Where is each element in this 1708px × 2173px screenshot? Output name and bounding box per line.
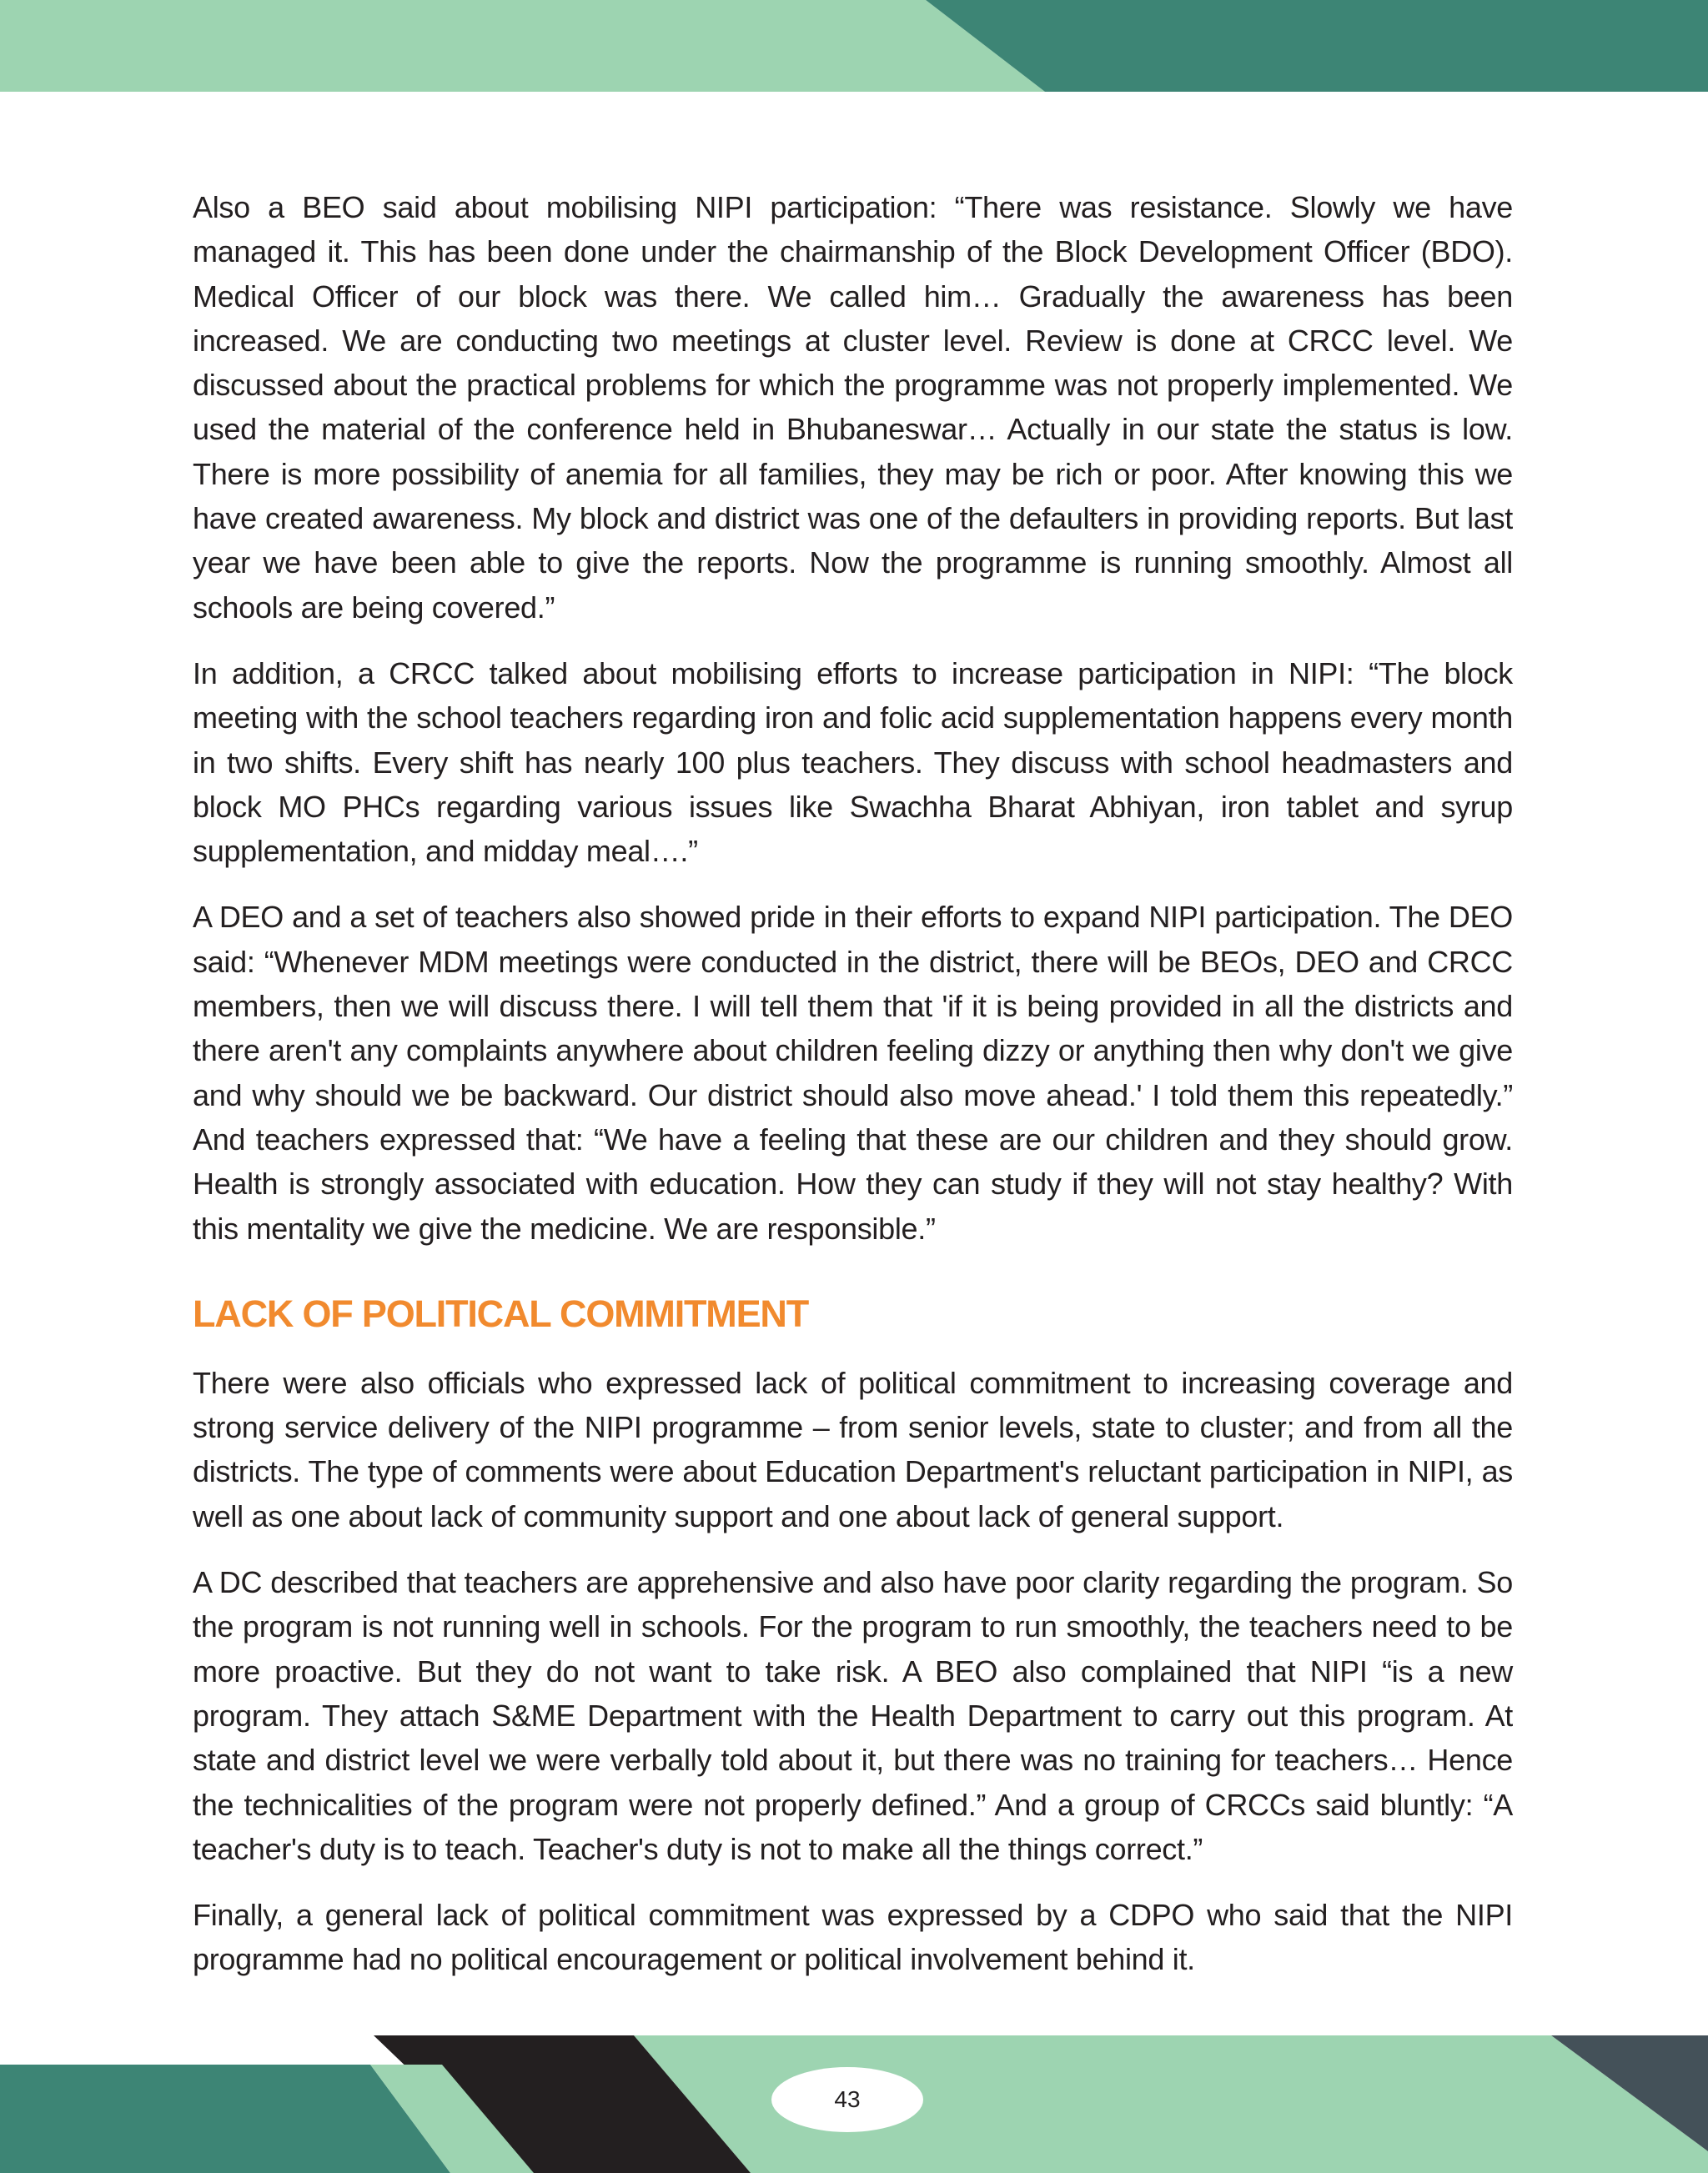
paragraph-beo-mobilising: Also a BEO said about mobilising NIPI participation: “There was resistance. Slowly we have managed it. This has been done under the chairmanship of the Block Development Officer (BDO). Medical Officer of our block was there. We called him… Gradually the awareness has been increased. We are conducting two meetings at cluster level. Review is done at CRCC level. We discussed about the practical problems for which the programme was not properly implemented. We used the material of the conference held in Bhubaneswar… Actually in our state the status is low. There is more possibility of anemia for all families, they may be rich or poor. After knowing this we have created awareness. My block and district was one of the defaulters in providing reports. But last year we have been able to give the reports. Now the programme is running smoothly. Almost all schools are being covered.” <box>193 190 1513 625</box>
paragraph-cdpo: Finally, a general lack of political commitment was expressed by a CDPO who said that the NIPI programme had no political encouragement or political involvement behind it. <box>193 1898 1513 1977</box>
paragraph-officials-commitment: There were also officials who expressed lack of political commitment to increasing coverage and strong service delivery of the NIPI programme – from senior levels, state to cluster; and from all the districts. The type of comments were about Education Department's reluctant participation in NIPI, as well as one about lack of community support and one about lack of general support. <box>193 1365 1513 1533</box>
page-number: 43 <box>771 2067 923 2132</box>
paragraph-deo-teachers: A DEO and a set of teachers also showed pride in their efforts to expand NIPI participation. The DEO said: “Whenever MDM meetings were conducted in the district, there will be BEOs, DEO and CRCC members, then we will discuss there. I will tell them that 'if it is being provided in all the districts and there aren't any complaints anywhere about children feeling dizzy or anything then why don't we give and why should we be backward. Our district should also move ahead.' I told them this repeatedly.” And teachers expressed that: “We have a feeling that these are our children and they should grow. Health is strongly associated with education. How they can study if they will not stay healthy? With this mentality we give the medicine. We are responsible.” <box>193 900 1513 1246</box>
paragraph-crcc-mobilising: In addition, a CRCC talked about mobilising efforts to increase participation in NIPI: “The block meeting with the school teachers regarding iron and folic acid supplementation happens every month in two shifts. Every shift has nearly 100 plus teachers. They discuss with school headmasters and block MO PHCs regarding various issues like Swachha Bharat Abhiyan, iron tablet and syrup supplementation, and midday meal….” <box>193 655 1513 869</box>
section-heading: LACK OF POLITICAL COMMITMENT <box>193 1292 808 1335</box>
page-content <box>193 185 1513 2004</box>
paragraph-dc-teachers: A DC described that teachers are apprehensive and also have poor clarity regarding the program. So the program is not running well in schools. For the program to run smoothly, the teachers need to be more proactive. But they do not want to take risk. A BEO also complained that NIPI “is a new program. They attach S&ME Department with the Health Department to carry out this program. At state and district level we were verbally told about it, but there was no training for teachers… Hence the technicalities of the program were not properly defined.” And a group of CRCCs said bluntly: “A teacher's duty is to teach. Teacher's duty is not to make all the things correct.” <box>193 1565 1513 1866</box>
